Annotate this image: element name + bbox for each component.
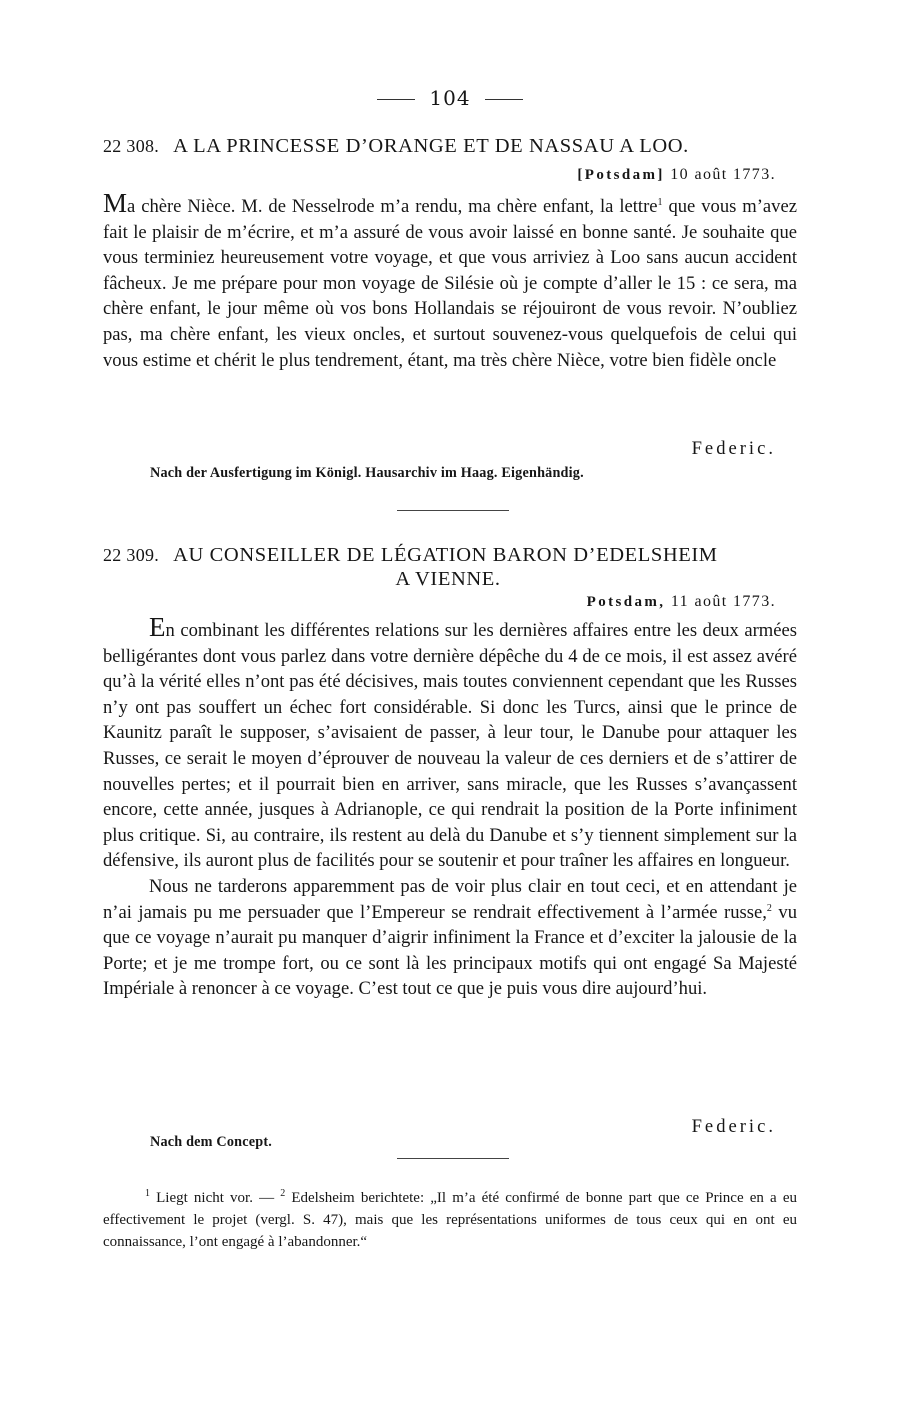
section-divider [397, 510, 509, 511]
letter2-number: 22 309. [103, 545, 160, 565]
letter2-paragraph-1-text: n combinant les différentes relations sur les dernières affaires entre les deux armées belligérantes dont vous parlez dans votre dernière dépêche du 4 de ce mois, il est assez avéré qu’à la vérité elles n’ont pas été décisives, mais toutes conviennent cependant que les Russes n’y ont pas souffert un échec fort considérable. Si donc les Turcs, ainsi que le prince de Kaunitz paraît le supposer, s’avisaient de passer, à leur tour, le Danube pour attaquer les Russes, ce serait le moyen d’éprouver de nouveau la valeur de ces derniers et de s’attirer de nouvelles pertes; et il pourrait bien en arriver, sans miracle, que les Russes s’avançassent encore, cette année, jusques à Adrianople, ce qui rendrait la position de la Porte infiniment plus critique. Si, au contraire, ils restent au delà du Danube et s’y tiennent simplement sur la défensive, ils auront plus de facilités pour se soutenir et pour traîner les affaires en longueur. [103, 620, 797, 872]
footnote-ref-1: 1 [657, 196, 663, 208]
letter1-source: Nach der Ausfertigung im Königl. Hausarchiv im Haag. Eigenhändig. [150, 465, 584, 481]
footnote-divider [397, 1158, 509, 1159]
footnote-marker-1: 1 [145, 1188, 150, 1199]
page-number-rule-left [377, 99, 415, 100]
letter2-dateline [587, 593, 776, 611]
letter1-number: 22 308. [103, 136, 160, 156]
footnote-2-text: Edelsheim berichtete: „Il m’a été confirmé de bonne part que ce Prince en a eu effectivement le projet (vergl. S. 47), mais que les représentations uniformes de tous ceux qui en ont eu connaissance, l’ont engagé à l’abandonner.“ [103, 1190, 797, 1250]
letter2-paragraph-2 [103, 874, 797, 1002]
letter1-text-part1: a chère Nièce. M. de Nesselrode m’a rendu, ma chère enfant, la lettre [127, 196, 658, 217]
letter1-paragraph [103, 188, 797, 373]
letter2-place: Potsdam, [586, 594, 666, 610]
letter2-signature: Federic. [691, 1116, 776, 1137]
letter2-paragraph-2-part2: vu que ce voyage n’aurait pu manquer d’aigrir infiniment la France et d’exciter la jalousie de la Porte; et je me trompe fort, ou ce sont là les principaux motifs qui ont engagé Sa Majesté Impériale à renoncer à ce voyage. C’est tout ce que je puis vous dire aujourd’hui. [103, 901, 797, 1000]
footnote-marker-2: 2 [280, 1188, 286, 1199]
footnote-ref-2: 2 [766, 902, 772, 914]
letter1-place: [Potsdam] [577, 167, 665, 183]
letter1-date: 10 août 1773. [670, 166, 776, 183]
letter1-body [103, 188, 797, 373]
page-number-rule-right [485, 99, 523, 100]
letter2-title-line1: AU CONSEILLER DE LÉGATION BARON D’EDELSHEIM [173, 544, 718, 566]
letter2-initial: E [149, 612, 166, 642]
letter1-signature: Federic. [691, 438, 776, 459]
letter2-date: 11 août 1773. [670, 593, 776, 610]
letter2-body [103, 612, 797, 1002]
page-number-text: 104 [429, 86, 471, 110]
letter2-source: Nach dem Concept. [150, 1134, 273, 1150]
letter1-title: A LA PRINCESSE D’ORANGE ET DE NASSAU A LOO. [173, 135, 689, 157]
page-number [0, 86, 900, 110]
letter2-paragraph-2-part1: Nous ne tarderons apparemment pas de voir plus clair en tout ceci, et en attendant je n’ai jamais pu me persuader que l’Empereur se rendrait effectivement à l’armée russe, [103, 875, 797, 923]
letter1-heading [103, 134, 793, 158]
letter2-paragraph-1 [103, 612, 797, 874]
letter1-dateline [577, 166, 776, 184]
footnote-1-text: Liegt nicht vor. — [150, 1190, 281, 1206]
letter1-text-part2: que vous m’avez fait le plaisir de m’écrire, et m’a assuré de vous avoir laissé en bonne santé. Je souhaite que vous terminiez heureusement votre voyage, et que vous arriviez à Loo sans aucun accident fâcheux. Je me prépare pour mon voyage de Silésie où je compte d’aller le 15 : ce sera, ma chère enfant, le jour même où vos bons Hollandais se réjouiront de vous revoir. N’oubliez pas, ma chère enfant, les vieux oncles, et surtout souvenez-vous quelquefois de celui qui vous estime et chérit le plus tendrement, étant, ma très chère Nièce, votre bien fidèle oncle [103, 196, 797, 371]
footnotes [103, 1187, 797, 1253]
letter1-initial: M [103, 188, 128, 218]
letter2-title-line2: A VIENNE. [395, 568, 501, 590]
footnote-text [103, 1187, 797, 1253]
letter2-heading [103, 543, 793, 591]
